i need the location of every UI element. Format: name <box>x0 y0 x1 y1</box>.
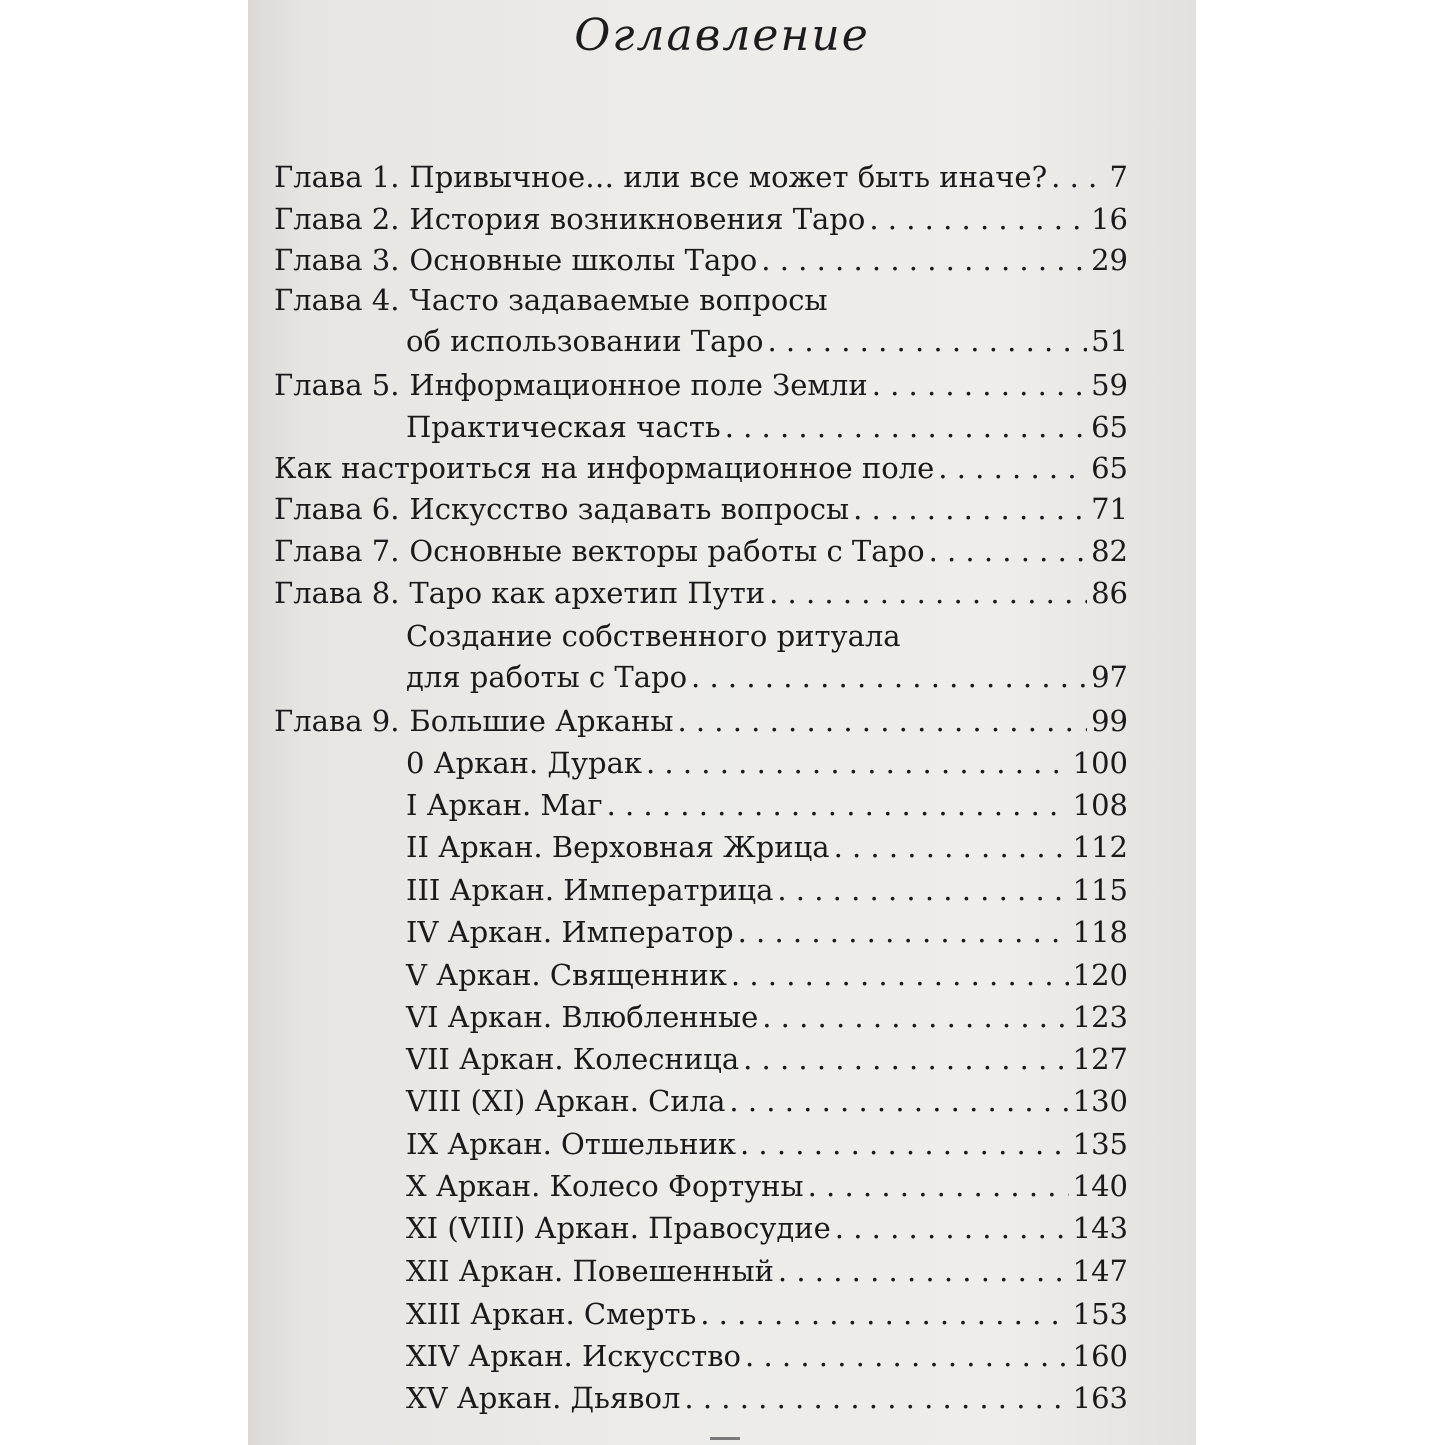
dot-leader <box>929 530 1088 572</box>
toc-entry[interactable] <box>274 364 1128 406</box>
page-number: 153 <box>1072 1297 1128 1331</box>
toc-entry[interactable] <box>406 1165 1128 1207</box>
toc-entry[interactable] <box>274 239 1128 281</box>
toc-entry[interactable] <box>406 1207 1128 1249</box>
page-number: 163 <box>1072 1381 1128 1415</box>
dot-leader <box>729 1080 1068 1122</box>
toc-entry[interactable] <box>406 320 1128 362</box>
entry-title: Практическая часть <box>406 410 721 444</box>
entry-title: XIV Аркан. Искусство <box>406 1339 742 1373</box>
dot-leader <box>607 784 1069 826</box>
toc-entry[interactable] <box>274 447 1128 489</box>
page-title: Оглавление <box>574 10 870 61</box>
entry-title: V Аркан. Священник <box>406 958 727 992</box>
chapter-label: Глава 1. <box>274 160 400 194</box>
dot-leader <box>740 1123 1069 1165</box>
entry-title: VII Аркан. Колесница <box>406 1042 740 1076</box>
dot-leader <box>761 239 1087 281</box>
chapter-label: Глава 3. <box>274 243 400 277</box>
toc-entry[interactable] <box>406 911 1128 953</box>
dot-leader <box>1051 156 1105 198</box>
dot-leader <box>835 1207 1069 1249</box>
toc-entry[interactable] <box>406 1377 1128 1419</box>
entry-title: II Аркан. Верховная Жрица <box>406 830 830 864</box>
toc-entry[interactable] <box>406 954 1128 996</box>
entry-title: XII Аркан. Повешенный <box>406 1254 774 1288</box>
toc-entry[interactable] <box>274 198 1128 240</box>
page-number: 112 <box>1072 830 1128 864</box>
entry-title: I Аркан. Маг <box>406 788 603 822</box>
dot-leader <box>646 742 1069 784</box>
page-number: 120 <box>1072 958 1128 992</box>
entry-title: Большие Арканы <box>409 704 674 738</box>
entry-title: XI (VIII) Аркан. Правосудие <box>406 1211 831 1245</box>
chapter-label: Глава 5. <box>274 368 400 402</box>
dot-leader <box>778 1250 1069 1292</box>
chapter-label: Глава 8. <box>274 576 400 610</box>
entry-title: История возникновения Таро <box>409 202 866 236</box>
entry-title: X Аркан. Колесо Фортуны <box>406 1169 804 1203</box>
page-edge-mark <box>710 1437 740 1440</box>
entry-title: 0 Аркан. Дурак <box>406 746 642 780</box>
dot-leader <box>853 488 1087 530</box>
page-number: 16 <box>1091 202 1128 236</box>
toc-entry[interactable] <box>406 784 1128 826</box>
page-number: 51 <box>1091 324 1128 358</box>
entry-title: XIII Аркан. Смерть <box>406 1297 697 1331</box>
dot-leader <box>684 1377 1068 1419</box>
page-number: 127 <box>1072 1042 1128 1076</box>
entry-title: Информационное поле Земли <box>409 368 868 402</box>
entry-title: VI Аркан. Влюбленные <box>406 1000 759 1034</box>
toc-entry[interactable] <box>406 1335 1128 1377</box>
page-number: 29 <box>1091 243 1128 277</box>
toc-entry[interactable] <box>274 279 1128 321</box>
entry-title: XV Аркан. Дьявол <box>406 1381 681 1415</box>
chapter-label: Глава 2. <box>274 202 400 236</box>
dot-leader <box>731 954 1069 996</box>
entry-title: VIII (XI) Аркан. Сила <box>406 1084 726 1118</box>
entry-title: для работы с Таро <box>406 660 688 694</box>
toc-entry[interactable] <box>406 1038 1128 1080</box>
dot-leader <box>743 1038 1069 1080</box>
page-number: 97 <box>1091 660 1128 694</box>
chapter-label: Глава 4. <box>274 283 400 317</box>
dot-leader <box>808 1165 1069 1207</box>
page-number: 7 <box>1109 160 1128 194</box>
dot-leader <box>869 198 1087 240</box>
page-number: 143 <box>1072 1211 1128 1245</box>
entry-title: Как настроиться на информационное поле <box>274 451 935 485</box>
dot-leader <box>769 572 1087 614</box>
toc-entry[interactable] <box>406 1250 1128 1292</box>
toc-entry[interactable] <box>406 615 1128 657</box>
toc-entry[interactable] <box>406 406 1128 448</box>
entry-title: Основные школы Таро <box>409 243 758 277</box>
dot-leader <box>767 320 1087 362</box>
page-number: 100 <box>1072 746 1128 780</box>
toc-entry[interactable] <box>406 656 1128 698</box>
dot-leader <box>745 1335 1069 1377</box>
dot-leader <box>691 656 1087 698</box>
page-number: 71 <box>1091 492 1128 526</box>
page-number: 118 <box>1072 915 1128 949</box>
dot-leader <box>938 447 1087 489</box>
entry-title: Искусство задавать вопросы <box>409 492 850 526</box>
entry-title: об использовании Таро <box>406 324 764 358</box>
page-number: 99 <box>1091 704 1128 738</box>
dot-leader <box>777 869 1068 911</box>
toc-entry[interactable] <box>274 488 1128 530</box>
toc-entry[interactable] <box>406 1080 1128 1122</box>
page-number: 160 <box>1072 1339 1128 1373</box>
page-number: 140 <box>1072 1169 1128 1203</box>
book-page <box>248 0 1196 1445</box>
page-number: 135 <box>1072 1127 1128 1161</box>
page-number: 65 <box>1091 410 1128 444</box>
entry-title: Основные векторы работы с Таро <box>409 534 925 568</box>
chapter-label: Глава 7. <box>274 534 400 568</box>
page-number: 108 <box>1072 788 1128 822</box>
chapter-label: Глава 6. <box>274 492 400 526</box>
toc-entry[interactable] <box>274 156 1128 198</box>
page-number: 130 <box>1072 1084 1128 1118</box>
toc-entry[interactable] <box>406 742 1128 784</box>
entry-title: Привычное… или все может быть иначе? <box>409 160 1048 194</box>
dot-leader <box>834 826 1069 868</box>
dot-leader <box>677 700 1087 742</box>
toc-entry[interactable] <box>406 996 1128 1038</box>
toc-entry[interactable] <box>406 1293 1128 1335</box>
toc-entry[interactable] <box>406 869 1128 911</box>
dot-leader <box>762 996 1068 1038</box>
entry-title: IX Аркан. Отшельник <box>406 1127 736 1161</box>
dot-leader <box>700 1293 1068 1335</box>
page-number: 82 <box>1091 534 1128 568</box>
entry-title: IV Аркан. Император <box>406 915 734 949</box>
chapter-label: Глава 9. <box>274 704 400 738</box>
page-number: 147 <box>1072 1254 1128 1288</box>
dot-leader <box>872 364 1087 406</box>
entry-title: Часто задаваемые вопросы <box>409 283 828 317</box>
entry-title: Таро как архетип Пути <box>409 576 766 610</box>
dot-leader <box>738 911 1069 953</box>
dot-leader <box>725 406 1087 448</box>
toc-entry[interactable] <box>406 826 1128 868</box>
toc-entry[interactable] <box>274 530 1128 572</box>
toc-entry[interactable] <box>274 700 1128 742</box>
page-number: 59 <box>1091 368 1128 402</box>
toc-entry[interactable] <box>406 1123 1128 1165</box>
page-number: 65 <box>1091 451 1128 485</box>
toc-entry[interactable] <box>274 572 1128 614</box>
page-number: 86 <box>1091 576 1128 610</box>
entry-title: III Аркан. Императрица <box>406 873 774 907</box>
entry-title: Создание собственного ритуала <box>406 619 901 653</box>
page-number: 115 <box>1072 873 1128 907</box>
page-number: 123 <box>1072 1000 1128 1034</box>
